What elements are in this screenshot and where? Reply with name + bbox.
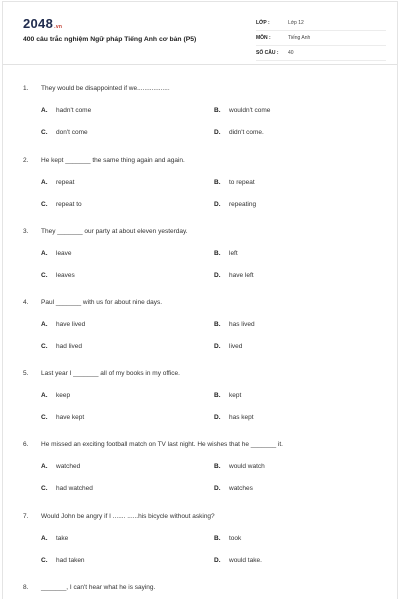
option-b[interactable]: B. to repeat [214, 179, 255, 186]
option-d[interactable]: D. watches [214, 485, 253, 492]
option-c[interactable]: C. have kept [41, 414, 85, 421]
meta-info [256, 16, 386, 61]
meta-row-subject: MÔN : Tiếng Anh [256, 31, 386, 46]
option-c[interactable]: C. had taken [41, 557, 85, 564]
option-b[interactable]: B. took [214, 535, 242, 542]
option-a[interactable]: A. hadn't come [41, 107, 92, 114]
option-d[interactable]: D. lived [214, 343, 243, 350]
option-a[interactable]: A. keep [41, 392, 71, 399]
option-a[interactable]: A. watched [41, 463, 81, 470]
option-a[interactable]: A. repeat [41, 179, 75, 186]
option-b[interactable]: B. kept [214, 392, 242, 399]
option-c[interactable]: C. had lived [41, 343, 83, 350]
site-logo[interactable]: 2048.vn [23, 16, 63, 31]
option-a[interactable]: A. take [41, 535, 69, 542]
worksheet [2, 1, 398, 599]
meta-row-count: SỐ CÂU : 40 [256, 46, 386, 61]
option-d[interactable]: D. have left [214, 272, 254, 279]
option-c[interactable]: C. repeat to [41, 201, 82, 208]
question-stem: 3. They _______ our party at about eleven yesterday. [23, 228, 188, 235]
question-stem: 5. Last year I _______ all of my books in my office. [23, 370, 180, 377]
option-a[interactable]: A. leave [41, 250, 72, 257]
question-stem: 8. _______, I can't hear what he is saying. [23, 584, 156, 591]
option-d[interactable]: D. would take. [214, 557, 262, 564]
question-stem: 7. Would John be angry if I ....... ......his bicycle without asking? [23, 513, 215, 520]
question-stem: 2. He kept _______ the same thing again and again. [23, 157, 185, 164]
option-c[interactable]: C. had watched [41, 485, 93, 492]
option-d[interactable]: D. has kept [214, 414, 254, 421]
option-d[interactable]: D. didn't come. [214, 129, 264, 136]
option-c[interactable]: C. don't come [41, 129, 88, 136]
question-stem: 1. They would be disappointed if we.................. [23, 85, 170, 92]
option-d[interactable]: D. repeating [214, 201, 257, 208]
option-c[interactable]: C. leaves [41, 272, 75, 279]
option-b[interactable]: B. has lived [214, 321, 255, 328]
option-b[interactable]: B. left [214, 250, 238, 257]
meta-row-class: LỚP : Lớp 12 [256, 16, 386, 31]
option-a[interactable]: A. have lived [41, 321, 86, 328]
option-b[interactable]: B. wouldn't come [214, 107, 271, 114]
option-b[interactable]: B. would watch [214, 463, 265, 470]
worksheet-header [3, 2, 397, 65]
question-stem: 6. He missed an exciting football match on TV last night. He wishes that he _______ it. [23, 441, 283, 448]
question-stem: 4. Paul _______ with us for about nine days. [23, 299, 163, 306]
document-title: 400 câu trắc nghiệm Ngữ pháp Tiếng Anh cơ bản (P5) [23, 36, 197, 43]
